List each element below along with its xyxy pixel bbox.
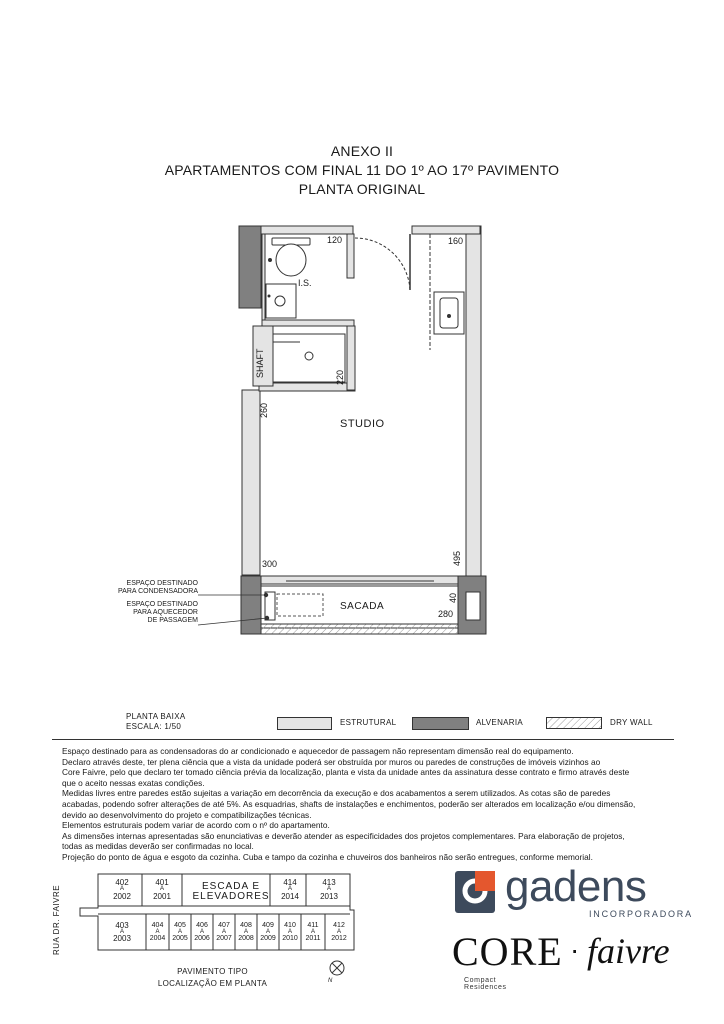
unit-sep: A xyxy=(326,886,331,892)
note-line: Declaro através deste, ter plena ciência que a vista da unidade poderá ser obstruída por muros ou paredes de construções de imóveis vizinhos ao xyxy=(62,756,601,767)
dim-300: 300 xyxy=(262,559,278,569)
room-shaft-label: SHAFT xyxy=(255,348,265,378)
callout-condensadora-line1: ESPAÇO DESTINADO xyxy=(126,580,198,587)
unit-bottom-9 xyxy=(301,922,325,943)
unit-number: 412 xyxy=(333,922,345,929)
dim-280: 280 xyxy=(438,609,454,619)
room-studio-label: STUDIO xyxy=(340,418,385,430)
unit-number: 2009 xyxy=(260,935,276,942)
callout-aquecedor-line3: DE PASSAGEM xyxy=(147,617,198,624)
unit-sep: A xyxy=(199,929,204,935)
gadens-wordmark: gadens xyxy=(505,862,647,911)
unit-sep: A xyxy=(287,929,292,935)
legend-swatch-estrutural xyxy=(277,717,332,730)
unit-number: 403 xyxy=(115,921,129,930)
unit-bottom-6 xyxy=(235,922,257,943)
unit-bottom-3 xyxy=(169,922,191,943)
faivre-wordmark: faivre xyxy=(587,931,670,971)
core-separator: · xyxy=(570,934,580,965)
bathroom-sink xyxy=(266,284,296,318)
unit-number: 2006 xyxy=(194,935,210,942)
unit-sep: A xyxy=(221,929,226,935)
keyplan-caption-line2: LOCALIZAÇÃO EM PLANTA xyxy=(157,979,268,988)
room-sacada-label: SACADA xyxy=(340,601,385,612)
unit-number: 2007 xyxy=(216,935,232,942)
outer-walls xyxy=(242,226,481,576)
plan-subtitle: APARTAMENTOS COM FINAL 11 DO 1º AO 17º PAVIMENTO xyxy=(164,162,560,178)
unit-sep: A xyxy=(336,929,341,935)
unit-number: 2014 xyxy=(281,892,299,901)
legend-label-drywall: DRY WALL xyxy=(610,718,653,727)
unit-number: 411 xyxy=(307,922,319,929)
unit-number: 405 xyxy=(174,922,186,929)
unit-number: 2008 xyxy=(238,935,254,942)
planta-baixa-label: PLANTA BAIXA xyxy=(126,712,186,721)
note-line: As dimensões internas apresentadas são enunciativas e deverão atender as especificidades dos projetos complementares. Para elaboração de projetos, xyxy=(62,830,625,841)
unit-number: 414 xyxy=(283,878,297,887)
unit-number: 407 xyxy=(218,922,230,929)
unit-number: 2001 xyxy=(153,892,171,901)
keyplan-core-label: ESCADA E ELEVADORES xyxy=(192,881,270,902)
north-label: N xyxy=(328,978,333,984)
unit-sep: A xyxy=(287,886,292,892)
north-arrow-icon xyxy=(328,958,348,990)
unit-sep: A xyxy=(159,886,164,892)
toilet-fixture xyxy=(269,238,311,276)
unit-top-2 xyxy=(142,878,182,901)
unit-bottom-10 xyxy=(325,922,353,943)
dim-40: 40 xyxy=(448,592,458,603)
door-swing xyxy=(355,238,410,290)
unit-sep: A xyxy=(155,929,160,935)
unit-number: 2010 xyxy=(282,935,298,942)
kitchen-counter xyxy=(430,234,464,350)
unit-bottom-8 xyxy=(279,922,301,943)
unit-number: 2012 xyxy=(331,935,347,942)
unit-number: 401 xyxy=(155,878,169,887)
unit-bottom-5 xyxy=(213,922,235,943)
dim-160: 160 xyxy=(448,236,464,246)
dim-260: 260 xyxy=(259,402,269,418)
unit-sep: A xyxy=(119,886,124,892)
unit-top-1 xyxy=(100,878,144,901)
unit-sep: A xyxy=(310,929,315,935)
note-line: Projeção do ponto de água e esgoto da cozinha. Cuba e tampo da cozinha e chuveiros dos banheiros não serão entregues, conforme memorial. xyxy=(62,851,593,862)
pillar-structure xyxy=(239,226,261,308)
dim-220: 220 xyxy=(335,369,345,385)
keyplan-caption xyxy=(140,966,285,990)
unit-number: 2002 xyxy=(113,892,131,901)
unit-number: 406 xyxy=(196,922,208,929)
unit-sep: A xyxy=(177,929,182,935)
unit-number: 2013 xyxy=(320,892,338,901)
room-is-label: I.S. xyxy=(298,278,312,288)
unit-bottom-1 xyxy=(98,922,146,943)
note-line: acabadas, podendo sofrer alterações de até 5%. As esquadrias, shafts de instalações e enchimentos, poderão ser alterados em localização e/ou dimensão, xyxy=(62,798,636,809)
note-line: Elementos estruturais podem variar de acordo com o nº do apartamento. xyxy=(62,820,330,831)
callout-condensadora xyxy=(80,580,198,596)
unit-bottom-7 xyxy=(257,922,279,943)
note-line: Medidas livres entre paredes estão sujeitas a variação em decorrência da execução e dos acabamentos a serem utilizados. As cotas são de paredes xyxy=(62,788,611,799)
callout-condensadora-line2: PARA CONDENSADORA xyxy=(118,588,198,595)
unit-top-3 xyxy=(272,878,308,901)
street-name: RUA DR. FAIVRE xyxy=(52,884,61,955)
unit-number: 2011 xyxy=(305,935,321,942)
unit-number: 2005 xyxy=(172,935,188,942)
unit-sep: A xyxy=(243,929,248,935)
unit-number: 2003 xyxy=(113,934,131,943)
unit-number: 404 xyxy=(151,922,164,929)
notes-block xyxy=(62,746,702,863)
callout-aquecedor-line2: PARA AQUECEDOR xyxy=(133,609,198,616)
annex-title: ANEXO II xyxy=(330,143,394,159)
legend-swatch-drywall xyxy=(546,717,602,730)
unit-top-4 xyxy=(308,878,350,901)
legend-label-alvenaria: ALVENARIA xyxy=(476,718,524,727)
unit-bottom-2 xyxy=(146,922,169,943)
note-line: que o aceito nessas exatas condições. xyxy=(62,777,205,788)
unit-number: 410 xyxy=(284,922,296,929)
unit-number: 2004 xyxy=(149,935,166,942)
note-line: Core Faivre, pelo que declaro ter tomado ciência prévia da localização, planta e vista da unidade antes da assinatura desse contrato e firmo através deste xyxy=(62,767,630,778)
gadens-mark-icon xyxy=(453,869,497,915)
dim-495: 495 xyxy=(452,550,462,566)
dim-120: 120 xyxy=(327,235,343,245)
unit-number: 402 xyxy=(115,878,129,887)
unit-bottom-4 xyxy=(191,922,213,943)
unit-number: 413 xyxy=(322,878,336,887)
callout-aquecedor xyxy=(80,601,198,625)
keyplan-caption-line1: PAVIMENTO TIPO xyxy=(177,967,248,976)
escala-label: ESCALA: 1/50 xyxy=(126,722,182,731)
notes-divider xyxy=(52,739,674,740)
core-wordmark: CORE xyxy=(452,929,563,974)
unit-sep: A xyxy=(265,929,270,935)
legend-label-estrutural: ESTRUTURAL xyxy=(340,718,397,727)
plan-scale-block xyxy=(126,712,185,732)
unit-number: 408 xyxy=(240,922,252,929)
plan-type-title: PLANTA ORIGINAL xyxy=(298,181,426,197)
core-subtitle: Compact Residences xyxy=(464,977,507,991)
callout-aquecedor-line1: ESPAÇO DESTINADO xyxy=(126,601,198,608)
legend-swatch-alvenaria xyxy=(412,717,469,730)
note-line: Espaço destinado para as condensadoras do ar condicionado e aquecedor de passagem não representam dimensão real do equipamento. xyxy=(62,746,574,756)
gadens-subtitle: INCORPORADORA xyxy=(589,909,693,919)
note-line: devido ao desenvolvimento do projeto e compatibilizações técnicas. xyxy=(62,809,312,820)
unit-sep: A xyxy=(119,929,124,935)
unit-number: 409 xyxy=(262,922,274,929)
note-line: todas as medidas deverão ser confirmadas no local. xyxy=(62,841,254,852)
